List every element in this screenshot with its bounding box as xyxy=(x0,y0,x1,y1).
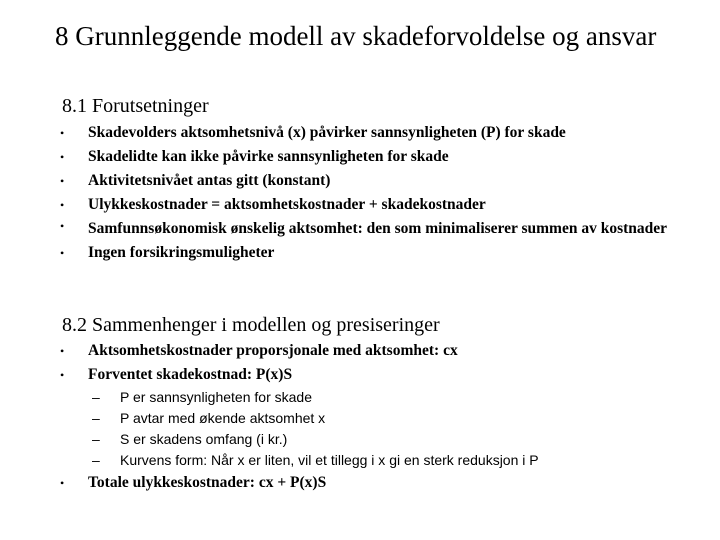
list-item-text: Aktivitetsnivået antas gitt (konstant) xyxy=(88,172,331,189)
list-item xyxy=(60,339,680,363)
list-item xyxy=(60,169,680,193)
sub-list xyxy=(92,387,652,471)
assumptions-list xyxy=(60,121,680,265)
bullet-icon: • xyxy=(60,174,65,188)
list-item xyxy=(60,471,680,495)
bullet-icon: • xyxy=(60,246,65,260)
bullet-icon: • xyxy=(60,368,65,382)
sub-list-item-text: P avtar med økende aktsomhet x xyxy=(120,410,326,426)
list-item xyxy=(60,363,680,387)
list-item-text: Ingen forsikringsmuligheter xyxy=(88,244,275,261)
bullet-icon: • xyxy=(60,344,65,358)
sub-list-item xyxy=(92,387,652,408)
list-item xyxy=(60,241,680,265)
bullet-icon: • xyxy=(60,198,65,212)
bullet-icon: • xyxy=(60,219,65,233)
relations-list xyxy=(60,339,680,387)
list-item xyxy=(60,217,680,241)
bullet-icon: • xyxy=(60,126,65,140)
list-item-text: Skadelidte kan ikke påvirke sannsynligheten for skade xyxy=(88,148,449,165)
page-title: 8 Grunnleggende modell av skadeforvoldelse og ansvar xyxy=(55,21,657,51)
list-item-text: Totale ulykkeskostnader: cx + P(x)S xyxy=(88,474,327,491)
sub-list-item xyxy=(92,450,652,471)
list-item-text: Skadevolders aktsomhetsnivå (x) påvirker sannsynligheten (P) for skade xyxy=(88,124,566,141)
section-heading-sammenhenger: 8.2 Sammenhenger i modellen og presiseringer xyxy=(62,314,440,336)
dash-icon: – xyxy=(92,410,100,426)
list-item-text: Ulykkeskostnader = aktsomhetskostnader + skadekostnader xyxy=(88,196,486,213)
dash-icon: – xyxy=(92,389,100,405)
sub-list-item-text: Kurvens form: Når x er liten, vil et tillegg i x gi en sterk reduksjon i P xyxy=(120,452,539,468)
sub-list-item xyxy=(92,408,652,429)
list-item xyxy=(60,145,680,169)
bullet-icon: • xyxy=(60,476,65,490)
bullet-icon: • xyxy=(60,150,65,164)
list-item-text: Samfunnsøkonomisk ønskelig aktsomhet: den som minimaliserer summen av kostnader xyxy=(88,220,668,237)
sub-list-item-text: P er sannsynligheten for skade xyxy=(120,389,312,405)
list-item-text: Aktsomhetskostnader proporsjonale med aktsomhet: cx xyxy=(88,342,458,359)
section-heading-forutsetninger: 8.1 Forutsetninger xyxy=(62,95,209,117)
dash-icon: – xyxy=(92,431,100,447)
dash-icon: – xyxy=(92,452,100,468)
sub-list-item xyxy=(92,429,652,450)
list-item xyxy=(60,193,680,217)
list-item-text: Forventet skadekostnad: P(x)S xyxy=(88,366,293,383)
sub-list-item-text: S er skadens omfang (i kr.) xyxy=(120,431,288,447)
list-item xyxy=(60,121,680,145)
total-cost-list xyxy=(60,471,680,495)
